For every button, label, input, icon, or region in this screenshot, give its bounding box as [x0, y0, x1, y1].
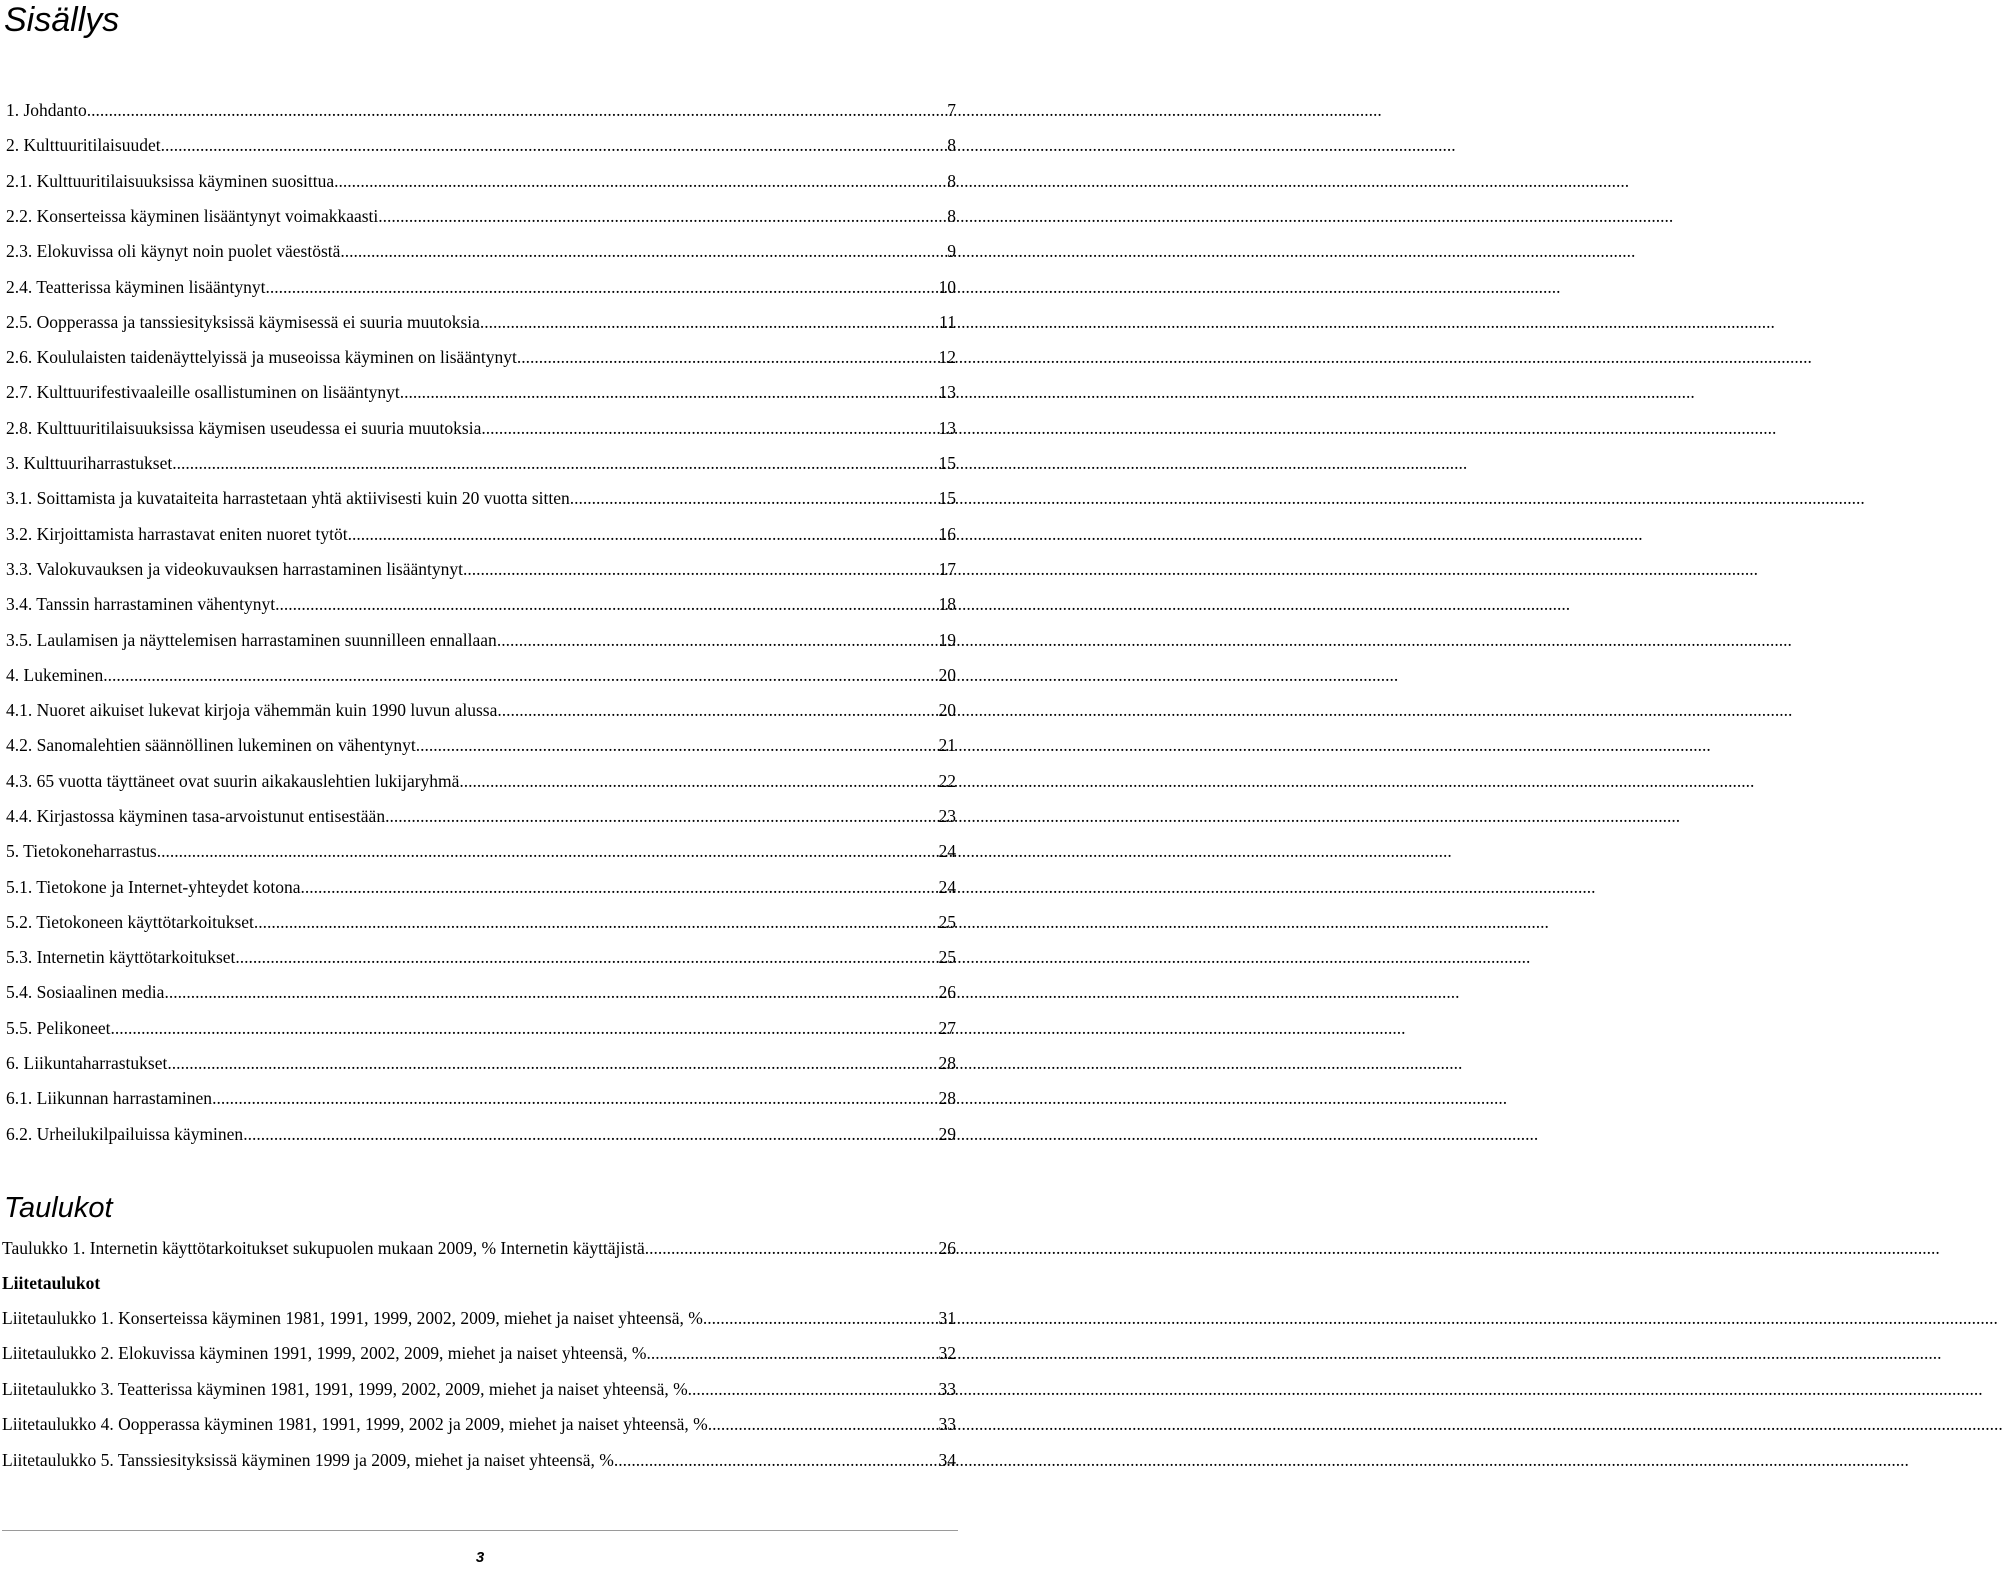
appendix-table-entry[interactable] — [2, 1371, 956, 1407]
toc-entry-page: 8 — [947, 205, 956, 226]
toc-entry[interactable] — [6, 763, 956, 799]
toc-entry-label: 2.3. Elokuvissa oli käynyt noin puolet väestöstä — [6, 240, 341, 261]
toc-entry-page: 13 — [938, 417, 956, 438]
toc-entry[interactable] — [6, 127, 956, 163]
appendix-table-entry-page: 33 — [938, 1378, 956, 1399]
toc-entry-page: 10 — [938, 276, 956, 297]
toc-entry[interactable] — [6, 480, 956, 516]
dot-leader — [235, 947, 937, 968]
dot-leader — [416, 735, 938, 756]
appendix-table-entry-label: Liitetaulukko 3. Teatterissa käyminen 1981, 1991, 1999, 2002, 2009, miehet ja naiset yhteensä, % — [2, 1378, 688, 1399]
toc-entry-label: 5.2. Tietokoneen käyttötarkoitukset — [6, 911, 254, 932]
appendix-table-entry-label: Liitetaulukko 2. Elokuvissa käyminen 1991, 1999, 2002, 2009, miehet ja naiset yhteensä, % — [2, 1343, 647, 1363]
dot-leader — [688, 1379, 938, 1400]
appendix-table-entry[interactable] — [2, 1442, 956, 1478]
dot-leader — [570, 488, 938, 509]
toc-entry-label: 2.7. Kulttuurifestivaaleille osallistuminen on lisääntynyt — [6, 381, 400, 402]
toc-entry[interactable] — [6, 1045, 956, 1081]
appendix-table-entry-page: 33 — [938, 1414, 956, 1434]
toc-entry-page: 25 — [938, 911, 956, 932]
toc-entry[interactable] — [6, 269, 956, 305]
toc-entry-page: 29 — [938, 1123, 956, 1144]
toc-entry-page: 15 — [938, 487, 956, 508]
toc-entry[interactable] — [6, 374, 956, 410]
dot-leader — [497, 630, 938, 651]
appendix-heading: Liitetaulukot — [2, 1273, 101, 1293]
appendix-table-entry[interactable] — [2, 1300, 956, 1336]
dot-leader — [400, 382, 938, 403]
dot-leader — [378, 206, 946, 227]
dot-leader — [167, 1053, 937, 1074]
toc-entry-label: 2.1. Kulttuuritilaisuuksissa käyminen suosittua — [6, 170, 335, 191]
toc-entry-page: 8 — [947, 134, 956, 155]
dot-leader — [161, 135, 947, 156]
dot-leader — [254, 912, 938, 933]
toc-entry[interactable] — [6, 304, 956, 340]
toc-entry-page: 28 — [938, 1087, 956, 1108]
toc-entry-label: 3.2. Kirjoittamista harrastavat eniten nuoret tytöt — [6, 523, 348, 544]
toc-entry-label: 6.2. Urheilukilpailuissa käyminen — [6, 1123, 244, 1144]
dot-leader — [340, 241, 946, 262]
toc-entry-label: 4.3. 65 vuotta täyttäneet ovat suurin aikakauslehtien lukijaryhmä — [6, 770, 460, 791]
dot-leader — [243, 1124, 937, 1145]
dot-leader — [157, 841, 938, 862]
appendix-table-entry[interactable] — [2, 1336, 956, 1372]
toc-entry-label: 2.5. Oopperassa ja tanssiesityksissä käymisessä ei suuria muutoksia — [6, 311, 480, 332]
toc-entry-page: 16 — [938, 523, 956, 544]
dot-leader — [646, 1343, 937, 1364]
dot-leader — [111, 1018, 938, 1039]
toc-heading: Sisällys — [4, 1, 120, 39]
toc-entry-page: 7 — [947, 99, 956, 120]
dot-leader — [703, 1308, 938, 1329]
toc-entry-label: 5.3. Internetin käyttötarkoitukset — [6, 946, 236, 967]
toc-entry-label: 5.1. Tietokone ja Internet-yhteydet kotona — [6, 876, 301, 897]
toc-entry-label: 3.1. Soittamista ja kuvataiteita harrastetaan yhtä aktiivisesti kuin 20 vuotta sitten — [6, 487, 570, 508]
toc-entry-label: 1. Johdanto — [6, 99, 87, 120]
toc-entry[interactable] — [6, 163, 956, 199]
dot-leader — [708, 1414, 938, 1435]
toc-entry-page: 24 — [938, 876, 956, 897]
appendix-table-entry-label: Liitetaulukko 5. Tanssiesityksissä käyminen 1999 ja 2009, miehet ja naiset yhteensä, % — [2, 1449, 614, 1470]
dot-leader — [385, 806, 937, 827]
dot-leader — [645, 1238, 938, 1259]
toc-entry-label: 5.5. Pelikoneet — [6, 1017, 111, 1038]
toc-entry[interactable] — [6, 904, 956, 940]
dot-leader — [275, 594, 937, 615]
appendix-table-entry[interactable] — [2, 1407, 956, 1443]
toc-entry-page: 27 — [938, 1017, 956, 1038]
dot-leader — [103, 665, 937, 686]
toc-entry[interactable] — [6, 339, 956, 375]
toc-entry-page: 24 — [938, 840, 956, 861]
toc-entry-page: 8 — [947, 170, 956, 191]
toc-entry-page: 15 — [938, 452, 956, 473]
toc-entry[interactable] — [6, 869, 956, 905]
dot-leader — [348, 524, 938, 545]
toc-entry-page: 25 — [938, 946, 956, 967]
toc-entry[interactable] — [6, 92, 956, 128]
appendix-table-entry-label: Liitetaulukko 4. Oopperassa käyminen 1981, 1991, 1999, 2002 ja 2009, miehet ja naiset yhteensä, % — [2, 1414, 708, 1434]
toc-entry[interactable] — [6, 198, 956, 234]
toc-entry[interactable] — [6, 551, 956, 587]
toc-entry[interactable] — [6, 622, 956, 658]
tables-heading: Taulukot — [4, 1192, 113, 1224]
appendix-table-entry-label: Liitetaulukko 1. Konserteissa käyminen 1981, 1991, 1999, 2002, 2009, miehet ja naiset yhteensä, % — [2, 1307, 703, 1328]
toc-entry-page: 18 — [938, 593, 956, 614]
toc-entry[interactable] — [6, 233, 956, 269]
toc-entry-page: 22 — [938, 770, 956, 791]
toc-entry-page: 9 — [947, 240, 956, 261]
toc-entry-label: 2.6. Koululaisten taidenäyttelyissä ja museoissa käyminen on lisääntynyt — [6, 346, 517, 367]
toc-entry[interactable] — [6, 516, 956, 552]
toc-entry[interactable] — [6, 1010, 956, 1046]
toc-entry-label: 2.8. Kulttuuritilaisuuksissa käymisen useudessa ei suuria muutoksia — [6, 417, 482, 438]
toc-entry-label: 4.4. Kirjastossa käyminen tasa-arvoistunut entisestään — [6, 805, 386, 826]
toc-entry-label: 4. Lukeminen — [6, 664, 104, 685]
appendix-table-entry-page: 32 — [938, 1343, 956, 1363]
toc-entry-label: 3.3. Valokuvauksen ja videokuvauksen harrastaminen lisääntynyt — [6, 558, 463, 579]
dot-leader — [497, 700, 937, 721]
table-entry-page: 26 — [938, 1237, 956, 1258]
dot-leader — [517, 347, 938, 368]
toc-entry-label: 2.2. Konserteissa käyminen lisääntynyt voimakkaasti — [6, 205, 379, 226]
dot-leader — [164, 982, 937, 1003]
dot-leader — [172, 453, 937, 474]
toc-entry-label: 5.4. Sosiaalinen media — [6, 981, 165, 1002]
appendix-table-entry-page: 31 — [938, 1307, 956, 1328]
toc-entry-label: 2.4. Teatterissa käyminen lisääntynyt — [6, 276, 266, 297]
toc-entry-page: 17 — [938, 558, 956, 579]
dot-leader — [459, 771, 937, 792]
table-entry[interactable] — [2, 1230, 956, 1266]
dot-leader — [212, 1088, 937, 1109]
toc-entry[interactable] — [6, 692, 956, 728]
footer-rule — [2, 1530, 958, 1531]
toc-entry-page: 20 — [938, 664, 956, 685]
dot-leader — [480, 312, 938, 333]
toc-entry[interactable] — [6, 833, 956, 869]
toc-entry[interactable] — [6, 1080, 956, 1116]
toc-entry[interactable] — [6, 727, 956, 763]
toc-entry-label: 6.1. Liikunnan harrastaminen — [6, 1087, 213, 1108]
toc-entry-label: 4.1. Nuoret aikuiset lukevat kirjoja vähemmän kuin 1990 luvun alussa — [6, 699, 498, 720]
toc-entry-label: 4.2. Sanomalehtien säännöllinen lukeminen on vähentynyt — [6, 734, 416, 755]
table-entry-label: Taulukko 1. Internetin käyttötarkoitukset sukupuolen mukaan 2009, % Internetin käyttäjistä — [2, 1237, 645, 1258]
toc-entry[interactable] — [6, 798, 956, 834]
toc-entry[interactable] — [6, 445, 956, 481]
dot-leader — [301, 877, 938, 898]
toc-entry[interactable] — [6, 1116, 956, 1152]
toc-entry-page: 23 — [938, 805, 956, 826]
toc-entry[interactable] — [6, 939, 956, 975]
toc-entry-label: 5. Tietokoneharrastus — [6, 840, 157, 861]
dot-leader — [463, 559, 938, 580]
dot-leader — [481, 418, 937, 439]
toc-entry-label: 3. Kulttuuriharrastukset — [6, 452, 173, 473]
page-number: 3 — [475, 1549, 485, 1566]
toc-entry-page: 12 — [938, 346, 956, 367]
appendix-table-entry-page: 34 — [938, 1449, 956, 1470]
toc-entry[interactable] — [6, 410, 956, 446]
toc-entry-label: 6. Liikuntaharrastukset — [6, 1052, 168, 1073]
dot-leader — [265, 277, 937, 298]
toc-entry-label: 2. Kulttuuritilaisuudet — [6, 134, 161, 155]
toc-entry-page: 26 — [938, 981, 956, 1002]
toc-entry-page: 20 — [938, 699, 956, 720]
toc-entry[interactable] — [6, 657, 956, 693]
toc-entry[interactable] — [6, 586, 956, 622]
toc-entry-page: 21 — [938, 734, 956, 755]
dot-leader — [614, 1450, 938, 1471]
toc-entry-page: 13 — [938, 381, 956, 402]
dot-leader — [334, 171, 946, 192]
toc-entry-label: 3.5. Laulamisen ja näyttelemisen harrastaminen suunnilleen ennallaan — [6, 629, 497, 650]
toc-entry[interactable] — [6, 974, 956, 1010]
toc-entry-page: 19 — [938, 629, 956, 650]
dot-leader — [87, 100, 947, 121]
toc-entry-page: 28 — [938, 1052, 956, 1073]
toc-entry-label: 3.4. Tanssin harrastaminen vähentynyt — [6, 593, 276, 614]
toc-entry-page: 11 — [939, 311, 956, 332]
